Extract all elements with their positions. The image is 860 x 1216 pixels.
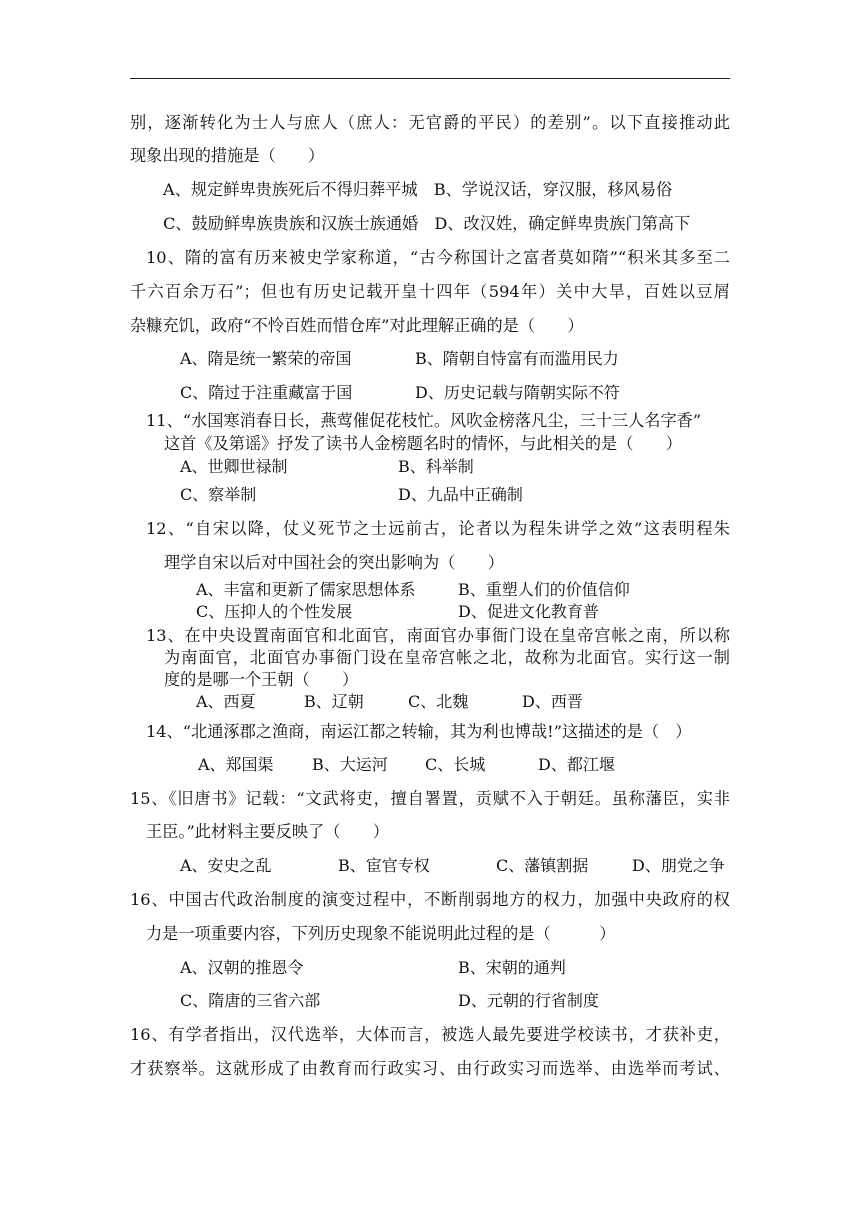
q14-option-b: B、大运河	[312, 755, 388, 774]
q10-stem-line-3: 杂糠充饥，政府“不怜百姓而惜仓库”对此理解正确的是（ ）	[130, 316, 584, 335]
header-rule	[130, 78, 730, 79]
q15-option-d: D、朋党之争	[632, 856, 725, 875]
q11-stem-line-1: 11、“水国寒消春日长，燕莺催促花枝忙。风吹金榜落凡尘，三十三人名字香”	[146, 411, 702, 430]
q15-stem-line-1: 15、《旧唐书》记载：“文武将吏，擅自署置，贡赋不入于朝廷。虽称藩臣，实非	[130, 789, 730, 808]
q9-text-line-1: 别，逐渐转化为士人与庶人（庶人：无官爵的平民）的差别”。以下直接推动此	[130, 113, 730, 132]
q16-stem-line-2: 力是一项重要内容，下列历史现象不能说明此过程的是（ ）	[146, 924, 616, 943]
q16-stem-line-1: 16、中国古代政治制度的演变过程中，不断削弱地方的权力，加强中央政府的权	[130, 890, 730, 909]
q9-options-cd: C、鼓励鲜卑族贵族和汉族士族通婚 D、改汉姓，确定鲜卑贵族门第高下	[163, 214, 691, 233]
q13-option-c: C、北魏	[408, 692, 469, 711]
q9-text-line-2: 现象出现的措施是（ ）	[130, 146, 325, 165]
q12-option-c: C、压抑人的个性发展	[196, 602, 353, 621]
q13-option-d: D、西晋	[522, 692, 583, 711]
q11-option-b: B、科举制	[398, 457, 474, 476]
q12-option-a: A、丰富和更新了儒家思想体系	[196, 580, 416, 599]
q10-option-b: B、隋朝自恃富有而滥用民力	[415, 349, 619, 368]
q15-option-c: C、藩镇割据	[496, 856, 589, 875]
q12-option-b: B、重塑人们的价值信仰	[458, 580, 630, 599]
q11-stem-line-2: 这首《及第谣》抒发了读书人金榜题名时的情怀，与此相关的是（ ）	[164, 434, 682, 453]
q11-option-d: D、九品中正确制	[398, 485, 523, 504]
q10-option-d: D、历史记载与隋朝实际不符	[415, 383, 620, 402]
q16-option-b: B、宋朝的通判	[458, 958, 566, 977]
q13-option-a: A、西夏	[196, 692, 256, 711]
q15-stem-line-2: 王臣。”此材料主要反映了（ ）	[146, 822, 389, 841]
q13-stem-line-2: 为南面官，北面官办事衙门设在皇帝宫帐之北，故称为北面官。实行这一制	[164, 648, 730, 667]
q13-stem-line-3: 度的是哪一个王朝（ ）	[164, 670, 359, 689]
q9-options-ab: A、规定鲜卑贵族死后不得归葬平城 B、学说汉话，穿汉服，移风易俗	[163, 180, 673, 199]
q11-option-a: A、世卿世禄制	[180, 457, 288, 476]
q10-stem-line-1: 10、隋的富有历来被史学家称道，“古今称国计之富者莫如隋”“积米其多至二	[146, 248, 730, 267]
q15-option-b: B、宦官专权	[338, 856, 430, 875]
q12-stem-line-2: 理学自宋以后对中国社会的突出影响为（ ）	[164, 553, 504, 572]
q16b-stem-line-2: 才获察举。这就形成了由教育而行政实习、由行政实习而选举、由选举而考试、	[130, 1059, 730, 1078]
q16-option-d: D、元朝的行省制度	[458, 991, 599, 1010]
q12-stem-line-1: 12、“自宋以降，仗义死节之士远前古，论者以为程朱讲学之效”这表明程朱	[146, 519, 730, 538]
q14-option-c: C、长城	[425, 755, 486, 774]
q13-option-b: B、辽朝	[304, 692, 364, 711]
q14-stem: 14、“北通涿郡之渔商，南运江都之转输，其为利也博哉!”这描述的是（ ）	[146, 722, 692, 741]
q14-option-a: A、郑国渠	[198, 755, 274, 774]
q10-option-c: C、隋过于注重藏富于国	[180, 383, 353, 402]
q10-option-a: A、隋是统一繁荣的帝国	[180, 349, 352, 368]
q12-option-d: D、促进文化教育普	[458, 602, 599, 621]
q11-option-c: C、察举制	[180, 485, 257, 504]
q16-option-c: C、隋唐的三省六部	[180, 991, 321, 1010]
q14-option-d: D、都江堰	[538, 755, 615, 774]
q16-option-a: A、汉朝的推恩令	[180, 958, 304, 977]
q16b-stem-line-1: 16、有学者指出，汉代选举，大体而言，被选人最先要进学校读书，才获补吏，	[130, 1025, 730, 1044]
q10-stem-line-2: 千六百余万石”；但也有历史记载开皇十四年（594年）关中大旱，百姓以豆屑	[130, 282, 730, 301]
q15-option-a: A、安史之乱	[180, 856, 272, 875]
q13-stem-line-1: 13、在中央设置南面官和北面官，南面官办事衙门设在皇帝宫帐之南，所以称	[146, 626, 730, 645]
